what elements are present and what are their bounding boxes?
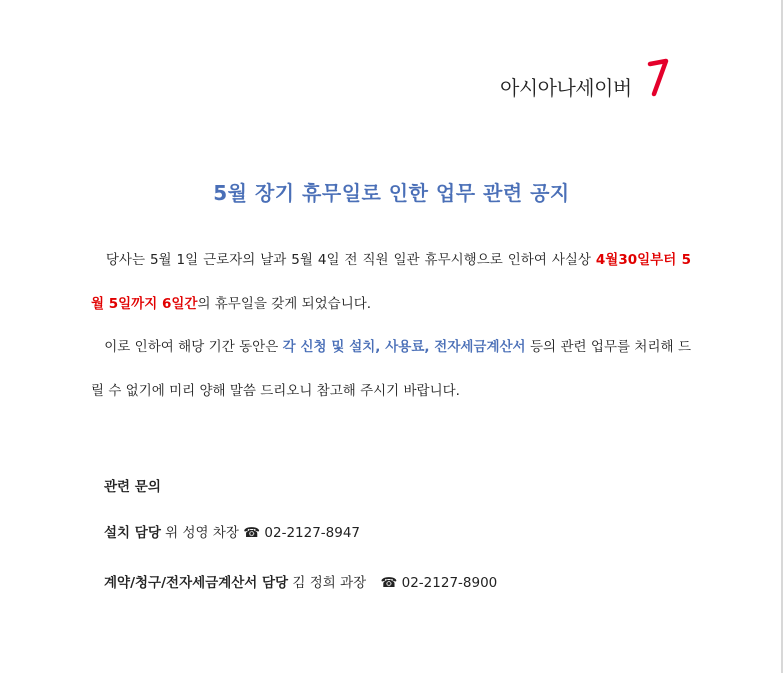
notice-title: 5월 장기 휴무일로 인한 업무 관련 공지 xyxy=(213,181,570,205)
affected-services-highlight: 각 신청 및 설치, 사용료, 전자세금계산서 xyxy=(282,339,526,355)
para2-text-after: 등의 관련 업무를 처리해 드릴 수 없기에 미리 양해 말씀 드리오니 참고해 주시기 바랍니다. xyxy=(91,339,691,399)
para2-text-before: 이로 인하여 해당 기간 동안은 xyxy=(104,339,283,355)
contact-person: 김 정희 과장 xyxy=(292,575,367,591)
contacts-heading-label: 관련 문의 xyxy=(104,479,161,495)
contact-role: 설치 담당 xyxy=(104,525,161,541)
contact-phone: 02-2127-8947 xyxy=(264,525,361,541)
para1-text-before: 당사는 5월 1일 근로자의 날과 5월 4일 전 직원 일관 휴무시행으로 인하여 사실상 xyxy=(105,252,596,268)
telephone-icon: ☎ xyxy=(380,575,398,591)
contact-phone: 02-2127-8900 xyxy=(401,575,498,591)
logo-text: 아시아나세이버 xyxy=(500,76,632,100)
notice-paragraph-1 xyxy=(91,238,691,326)
contacts-heading xyxy=(104,475,161,495)
telephone-icon: ☎ xyxy=(243,525,261,541)
contact-person: 위 성영 차장 xyxy=(165,525,239,541)
red-slash-mark-icon xyxy=(646,58,670,98)
contact-role: 계약/청구/전자세금계산서 담당 xyxy=(104,575,289,591)
contact-row-contract-billing xyxy=(104,571,497,591)
para1-text-after: 의 휴무일을 갖게 되었습니다. xyxy=(197,296,372,312)
notice-paragraph-2 xyxy=(91,325,691,413)
contact-row-installation xyxy=(104,521,360,541)
holiday-period-highlight: 4월30일부터 5월 5일까지 6일간 xyxy=(91,252,692,312)
